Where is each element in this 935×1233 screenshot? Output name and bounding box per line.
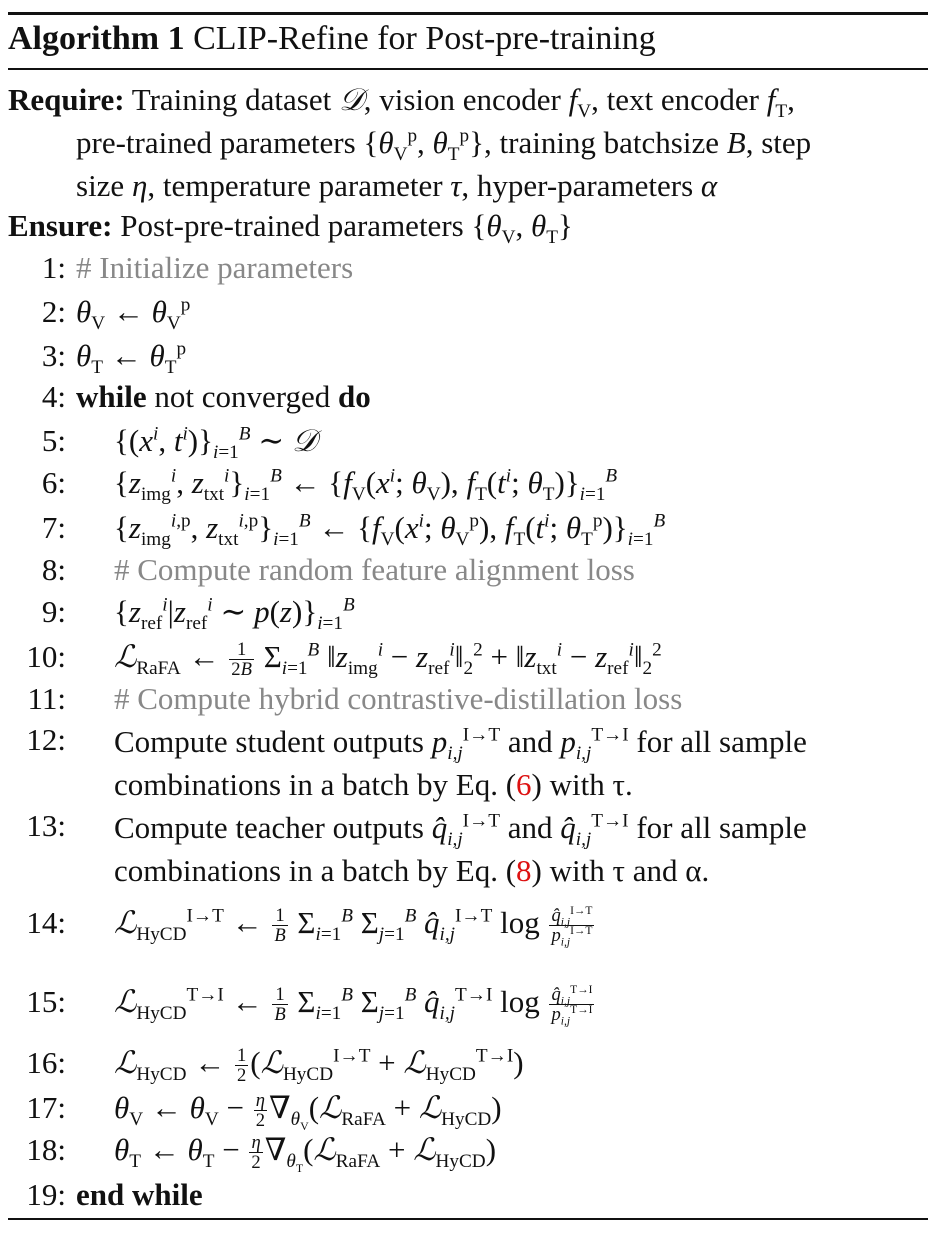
top-rule	[8, 12, 928, 15]
step-text-d: ) with τ and α.	[531, 853, 710, 888]
require-label: Require:	[8, 82, 125, 117]
step-math: ℒ$_{HyCD}$ ← $\frac{1}{2}$ (ℒ$_{HyCD}^{I\to T}$ + ℒ$_{HyCD}^{T\to I}$)	[114, 1044, 524, 1087]
step-math: $\theta_V$ ← $\theta_V$ − $\frac{\eta}{2}$ $\nabla_{\theta_V}(ℒ_{RaFA}$ + ℒ$_{HyCD}$)	[114, 1089, 502, 1134]
step-9	[8, 592, 928, 635]
equation-reference[interactable]: 8	[516, 853, 532, 888]
step-number: 2:	[41, 294, 66, 329]
step-2	[8, 292, 928, 335]
step-4	[8, 377, 928, 417]
step-comment: # Initialize parameters	[76, 250, 354, 285]
require-line2: pre-trained parameters {$\theta_V^p$, $\theta_T^p$}, training batchsize B, step	[76, 125, 812, 166]
step-text: Compute teacher outputs $q̂_{i,j}^{I\to T}$ and $q̂_{i,j}^{T\to I}$ for all sample combinations in a batch by Eq. (8) with τ and α.	[114, 810, 807, 888]
step-text-a: Compute teacher outputs	[114, 810, 424, 845]
step-math: $\theta_T$ ← $\theta_T^p$	[76, 338, 187, 379]
step-number: 9:	[41, 594, 66, 629]
step-math: {($x^i$, $t^i)\}_{i=1}^B$ ∼ 𝒟	[114, 423, 317, 464]
require-line3: size η, temperature parameter τ, hyper-parameters α	[76, 168, 718, 203]
step-text-b: and	[507, 724, 553, 759]
step-number: 6:	[41, 465, 66, 500]
step-number: 3:	[41, 338, 66, 373]
ensure-label: Ensure:	[8, 208, 113, 243]
step-16	[8, 1043, 928, 1087]
step-17	[8, 1088, 928, 1134]
step-number: 11:	[27, 681, 66, 716]
require-block	[8, 78, 928, 207]
step-math: ℒ$_{HyCD}^{T\to I}$ ← $\frac{1}{B}$ $\Sigma_{i=1}^B$ $\Sigma_{j=1}^B$ $q̂_{i,j}^{T\to I}$ log $\frac{q̂_{i,j}^{T\to I}}{p_{i,j}^{T\to I}}$	[114, 983, 593, 1029]
ensure-text: Post-pre-trained parameters {$\theta_V$, $\theta_T$}	[120, 208, 573, 249]
step-number: 8:	[41, 552, 66, 587]
step-3	[8, 336, 928, 379]
step-text-d: ) with τ.	[531, 767, 633, 802]
bottom-rule	[8, 1218, 928, 1220]
step-7	[8, 508, 928, 551]
step-number: 1:	[41, 250, 66, 285]
algorithm-label: Algorithm 1	[8, 20, 185, 57]
keyword-end-while: end while	[76, 1177, 203, 1212]
algorithm-name: CLIP-Refine for Post-pre-training	[193, 20, 656, 57]
step-14	[8, 903, 928, 950]
step-text-a: Compute student outputs	[114, 724, 424, 759]
step-text-c: for all sample combinations in a batch by Eq. (	[114, 724, 807, 802]
step-math: ℒ$_{RaFA}$ ← $\frac{1}{2B}$ $\Sigma_{i=1}^B$ $‖z_{img}^i$ − $z_{ref}^i‖_2^2$ + $‖z_{txt}^i$ − $z_{ref}^i‖_2^2$	[114, 638, 662, 681]
require-line1: Training dataset 𝒟, vision encoder $f_V$, text encoder $f_T$,	[131, 82, 795, 123]
step-number: 14:	[26, 905, 66, 940]
step-text-b: and	[507, 810, 553, 845]
step-math: {$z_{img}^{i,p}$, $z_{txt}^{i,p}\}_{i=1}^B$ ← {$f_V(x^i$; $\theta_V^p$), $f_T(t^i$; $\theta_T^p)\}_{i=1}^B$	[114, 510, 666, 551]
step-5	[8, 421, 928, 464]
step-number: 12:	[26, 722, 66, 757]
step-1	[8, 248, 928, 288]
step-number: 7:	[41, 510, 66, 545]
step-math: {$z_{ref}^i|z_{ref}^i$ ∼ $p(z)\}_{i=1}^B$	[114, 594, 355, 635]
step-6	[8, 463, 928, 506]
keyword-do: do	[338, 379, 371, 414]
algorithm-title	[8, 19, 656, 59]
step-math: ℒ$_{HyCD}^{I\to T}$ ← $\frac{1}{B}$ $\Sigma_{i=1}^B$ $\Sigma_{j=1}^B$ $q̂_{i,j}^{I\to T}$ log $\frac{q̂_{i,j}^{I\to T}}{p_{i,j}^{I\to T}}$	[114, 904, 593, 950]
step-19	[8, 1175, 928, 1215]
step-text: Compute student outputs $p_{i,j}^{I\to T}$ and $p_{i,j}^{T\to I}$ for all sample combinations in a batch by Eq. (6) with τ.	[114, 724, 807, 802]
step-number: 5:	[41, 423, 66, 458]
step-math: {$z_{img}^i$, $z_{txt}^i\}_{i=1}^B$ ← {$f_V(x^i$; $\theta_V$), $f_T(t^i$; $\theta_T)\}_{i=1}^B$	[114, 465, 618, 506]
ensure-block	[8, 204, 928, 247]
step-15	[8, 982, 928, 1029]
step-while	[76, 377, 371, 417]
step-number: 17:	[26, 1090, 66, 1125]
step-text-c: for all sample combinations in a batch by Eq. (	[114, 810, 807, 888]
title-rule	[8, 68, 928, 70]
step-18	[8, 1130, 928, 1176]
step-comment: # Compute random feature alignment loss	[114, 552, 635, 587]
step-math: $\theta_T$ ← $\theta_T$ − $\frac{\eta}{2}$ $\nabla_{\theta_T}(ℒ_{RaFA}$ + ℒ$_{HyCD}$)	[114, 1131, 497, 1176]
step-12	[8, 720, 928, 802]
step-11	[8, 679, 928, 719]
step-comment: # Compute hybrid contrastive-distillation loss	[114, 681, 683, 716]
keyword-while: while	[76, 379, 147, 414]
step-8	[8, 550, 928, 590]
step-number: 13:	[26, 808, 66, 843]
step-math: $\theta_V$ ← $\theta_V^p$	[76, 294, 191, 335]
step-number: 4:	[41, 379, 66, 414]
step-number: 15:	[26, 984, 66, 1019]
step-number: 19:	[26, 1177, 66, 1212]
step-number: 10:	[26, 639, 66, 674]
while-condition: not converged	[154, 379, 331, 414]
equation-reference[interactable]: 6	[516, 767, 532, 802]
step-10	[8, 637, 928, 681]
step-number: 18:	[26, 1132, 66, 1167]
step-13	[8, 806, 928, 888]
step-number: 16:	[26, 1045, 66, 1080]
